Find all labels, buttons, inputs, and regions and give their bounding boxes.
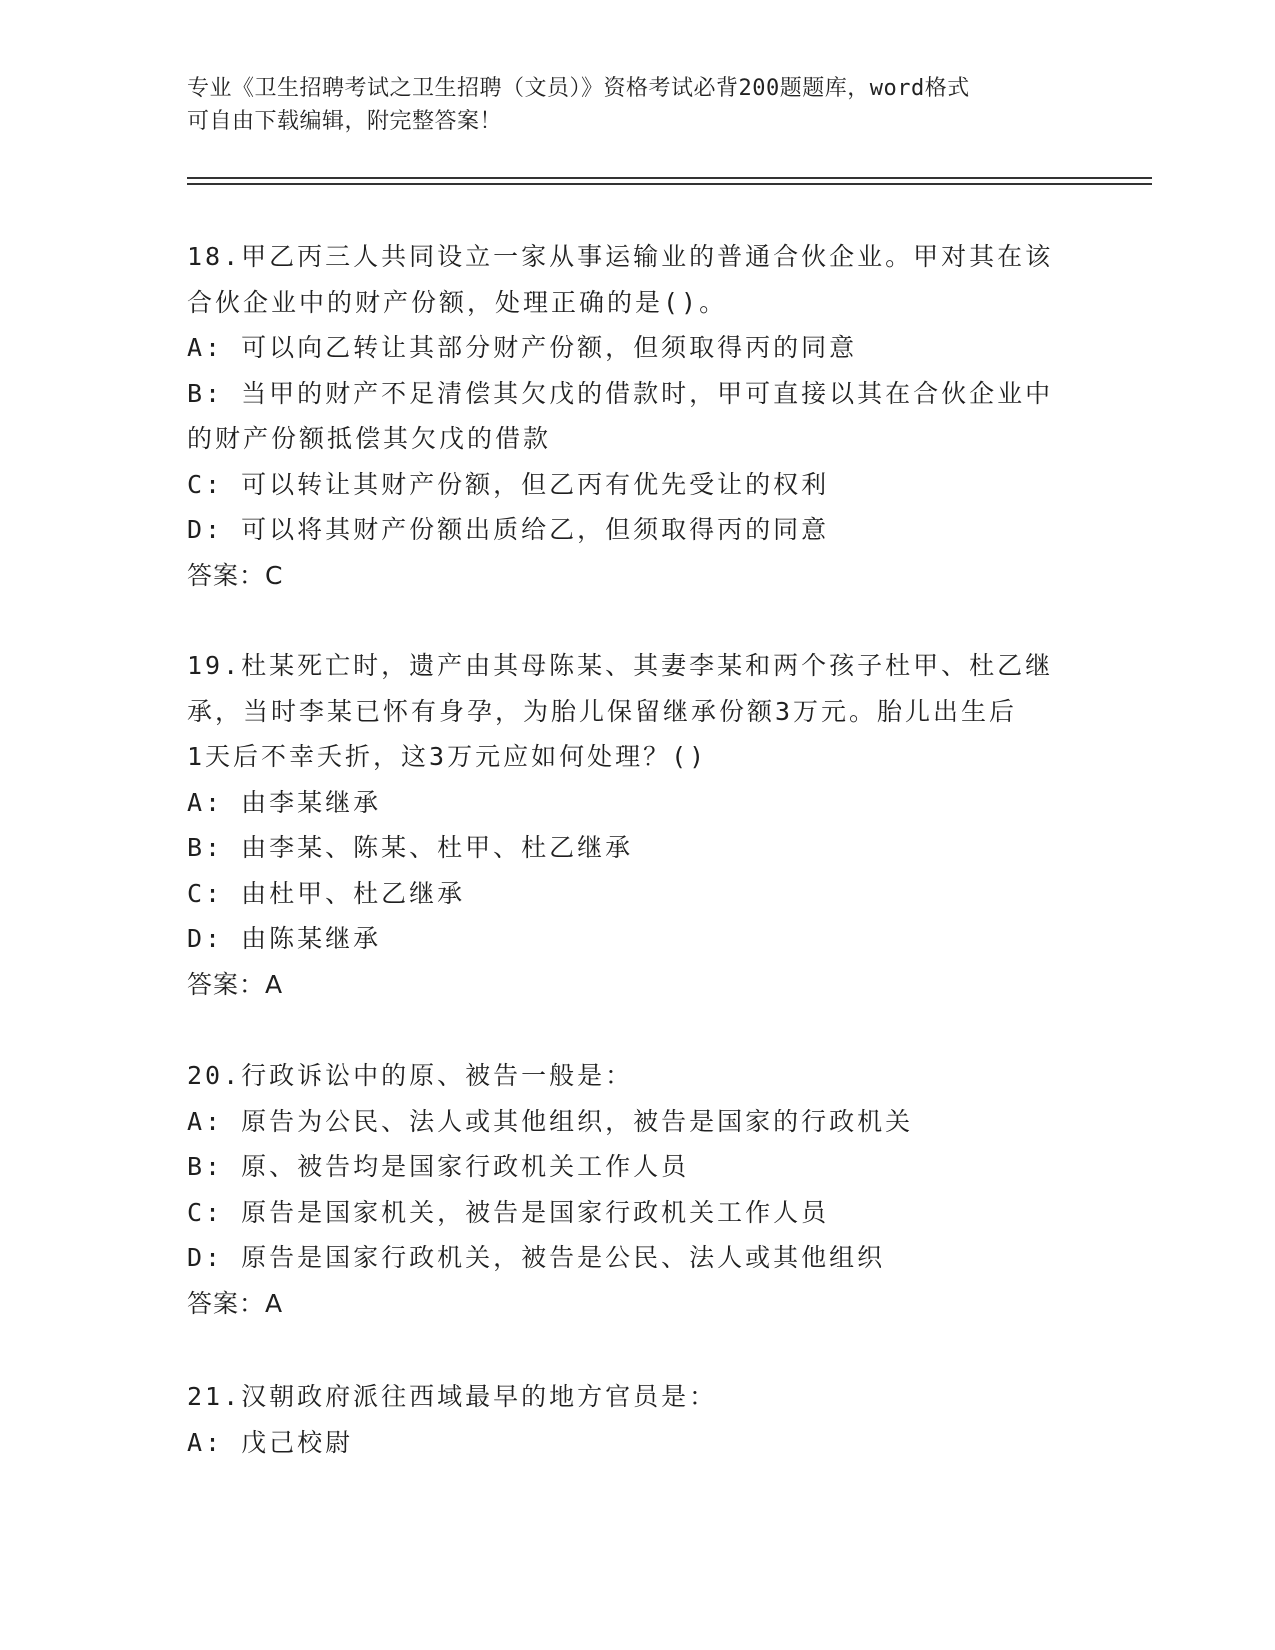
option-b: B: 原、被告均是国家行政机关工作人员 bbox=[187, 1152, 690, 1181]
option-d: D: 由陈某继承 bbox=[187, 924, 382, 953]
option-a: A: 原告为公民、法人或其他组织，被告是国家的行政机关 bbox=[187, 1106, 914, 1136]
question-stem: 1天后不幸夭折，这3万元应如何处理？() bbox=[187, 742, 708, 771]
document-header bbox=[187, 72, 1087, 138]
option-b: B: 当甲的财产不足清偿其欠戊的借款时，甲可直接以其在合伙企业中 bbox=[187, 378, 1054, 408]
question-stem: 21.汉朝政府派往西域最早的地方官员是： bbox=[187, 1382, 718, 1411]
header-title-line-2: 可自由下载编辑，附完整答案！ bbox=[187, 109, 503, 134]
header-title-line-1: 专业《卫生招聘考试之卫生招聘（文员）》资格考试必背200题题库，word格式 bbox=[187, 76, 970, 101]
option-a: A: 可以向乙转让其部分财产份额，但须取得丙的同意 bbox=[187, 333, 858, 362]
question-stem: 承，当时李某已怀有身孕，为胎儿保留继承份额3万元。胎儿出生后 bbox=[187, 696, 1018, 726]
option-a: A: 由李某继承 bbox=[187, 787, 382, 817]
answer-label: 答案：C bbox=[187, 560, 284, 590]
answer-label: 答案：A bbox=[187, 969, 284, 999]
question-stem: 20.行政诉讼中的原、被告一般是： bbox=[187, 1061, 634, 1090]
header-divider-top bbox=[187, 177, 1152, 179]
header-divider-bottom bbox=[187, 183, 1152, 185]
option-a: A: 戊己校尉 bbox=[187, 1427, 354, 1457]
option-c: C: 原告是国家机关，被告是国家行政机关工作人员 bbox=[187, 1197, 830, 1227]
option-c: C: 由杜甲、杜乙继承 bbox=[187, 878, 466, 908]
option-d: D: 原告是国家行政机关，被告是公民、法人或其他组织 bbox=[187, 1243, 886, 1272]
question-stem: 18.甲乙丙三人共同设立一家从事运输业的普通合伙企业。甲对其在该 bbox=[187, 242, 1054, 271]
question-19 bbox=[187, 643, 1087, 1007]
option-b-continued: 的财产份额抵偿其欠戊的借款 bbox=[187, 424, 552, 453]
question-21 bbox=[187, 1374, 1087, 1465]
question-stem: 19.杜某死亡时，遗产由其母陈某、其妻李某和两个孩子杜甲、杜乙继 bbox=[187, 651, 1054, 680]
question-stem: 合伙企业中的财产份额，处理正确的是()。 bbox=[187, 287, 728, 317]
option-d: D: 可以将其财产份额出质给乙，但须取得丙的同意 bbox=[187, 515, 830, 544]
answer-label: 答案：A bbox=[187, 1288, 284, 1318]
question-20 bbox=[187, 1053, 1087, 1326]
option-b: B: 由李某、陈某、杜甲、杜乙继承 bbox=[187, 833, 634, 862]
option-c: C: 可以转让其财产份额，但乙丙有优先受让的权利 bbox=[187, 469, 830, 499]
question-18 bbox=[187, 234, 1087, 598]
